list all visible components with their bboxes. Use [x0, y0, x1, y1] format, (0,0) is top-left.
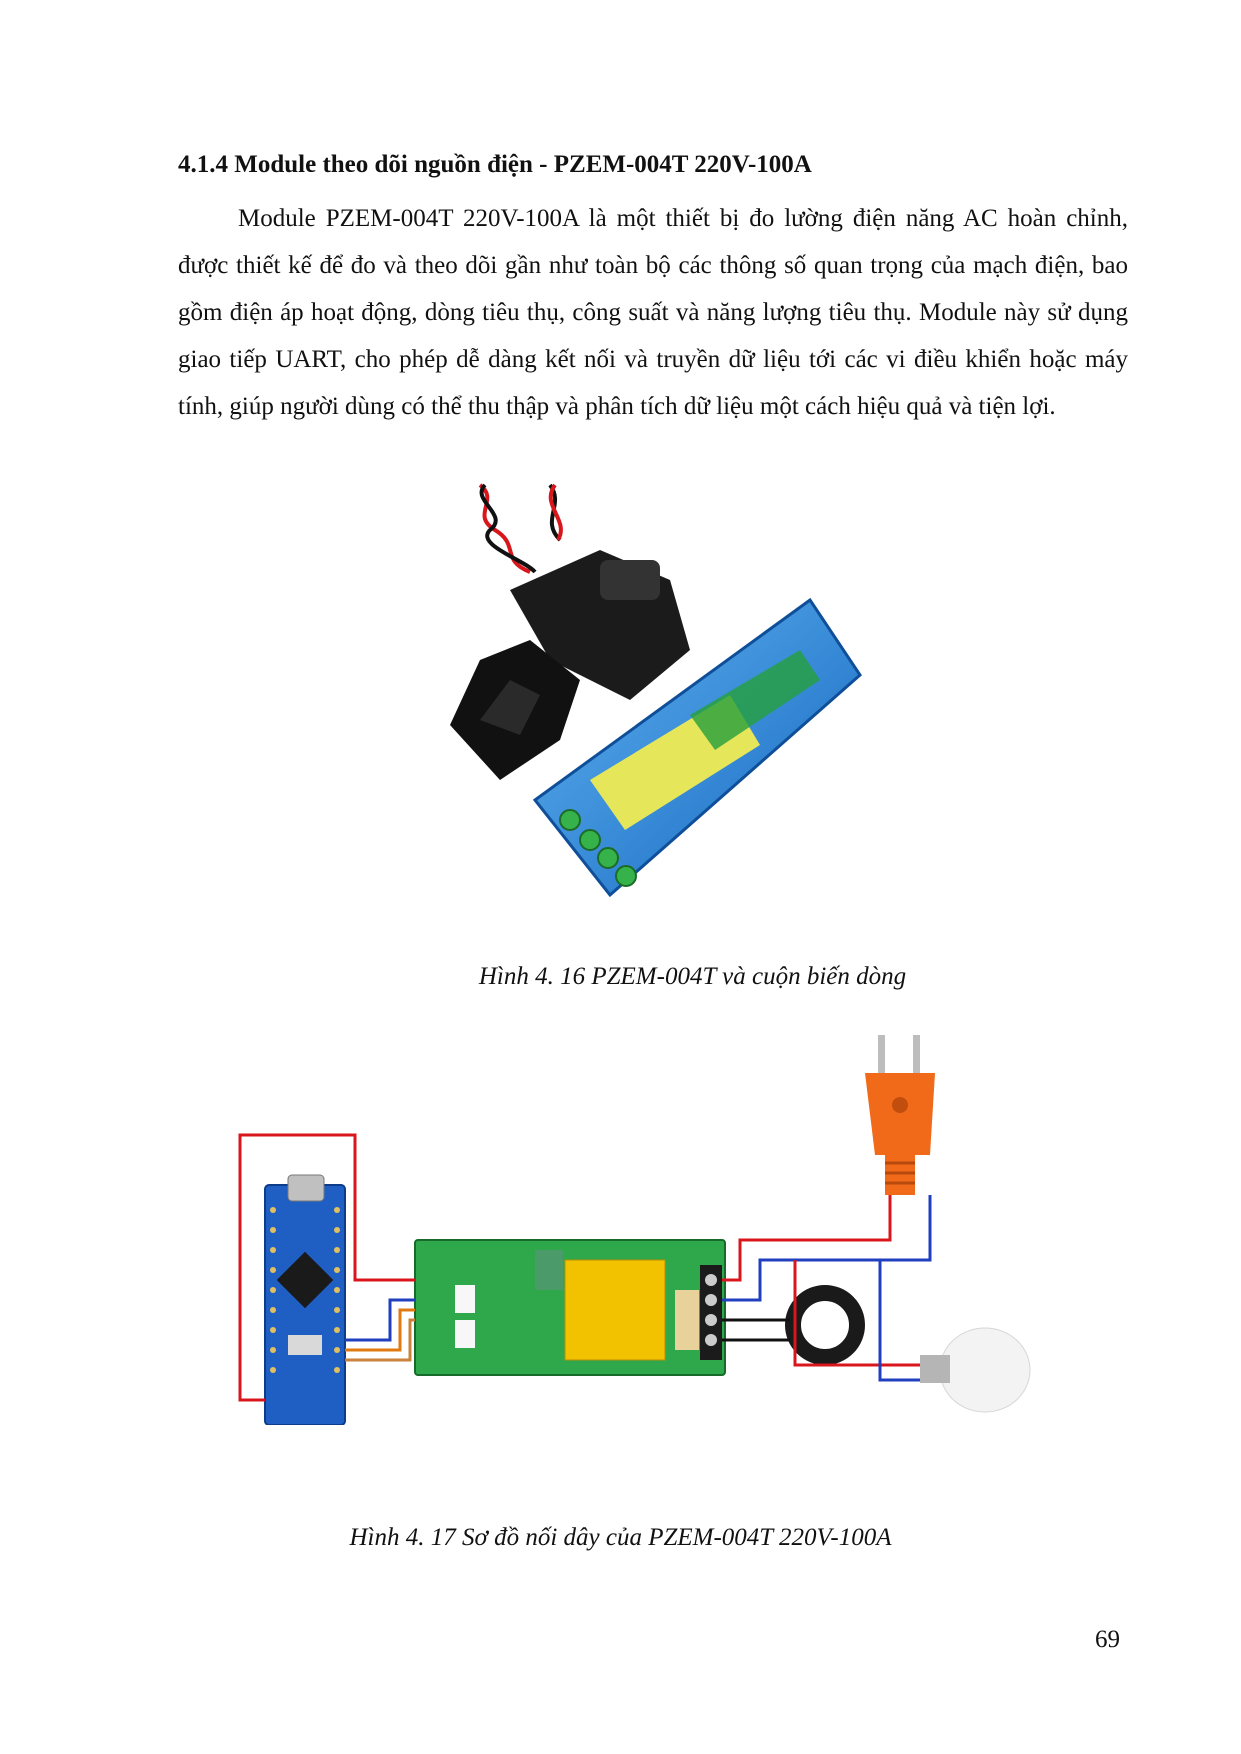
figure-caption-2: Hình 4. 17 Sơ đồ nối dây của PZEM-004T 220V-100A: [349, 1524, 892, 1551]
page-number: 69: [1095, 1626, 1120, 1653]
wiring-diagram: [230, 1035, 1050, 1425]
pzem-module-photo: [440, 480, 910, 935]
power-plug: [865, 1035, 935, 1195]
light-bulb: [920, 1328, 1030, 1412]
ct-coil: [793, 1293, 857, 1357]
figure-caption-1: Hình 4. 16 PZEM-004T và cuộn biến dòng: [478, 963, 907, 990]
body-paragraph: Module PZEM-004T 220V-100A là một thiết bị đo lường điện năng AC hoàn chỉnh, được thiết kế để đo và theo dõi gần như toàn bộ các thông số quan trọng của mạch điện, bao gồm điện áp hoạt động, dòng tiêu thụ, công suất và năng lượng tiêu thụ. Module này sử dụng giao tiếp UART, cho phép dễ dàng kết nối và truyền dữ liệu tới các vi điều khiển hoặc máy tính, giúp người dùng có thể thu thập và phân tích dữ liệu một cách hiệu quả và tiện lợi.: [178, 205, 1128, 420]
section-heading: 4.1.4 Module theo dõi nguồn điện - PZEM-004T 220V-100A: [178, 151, 812, 178]
